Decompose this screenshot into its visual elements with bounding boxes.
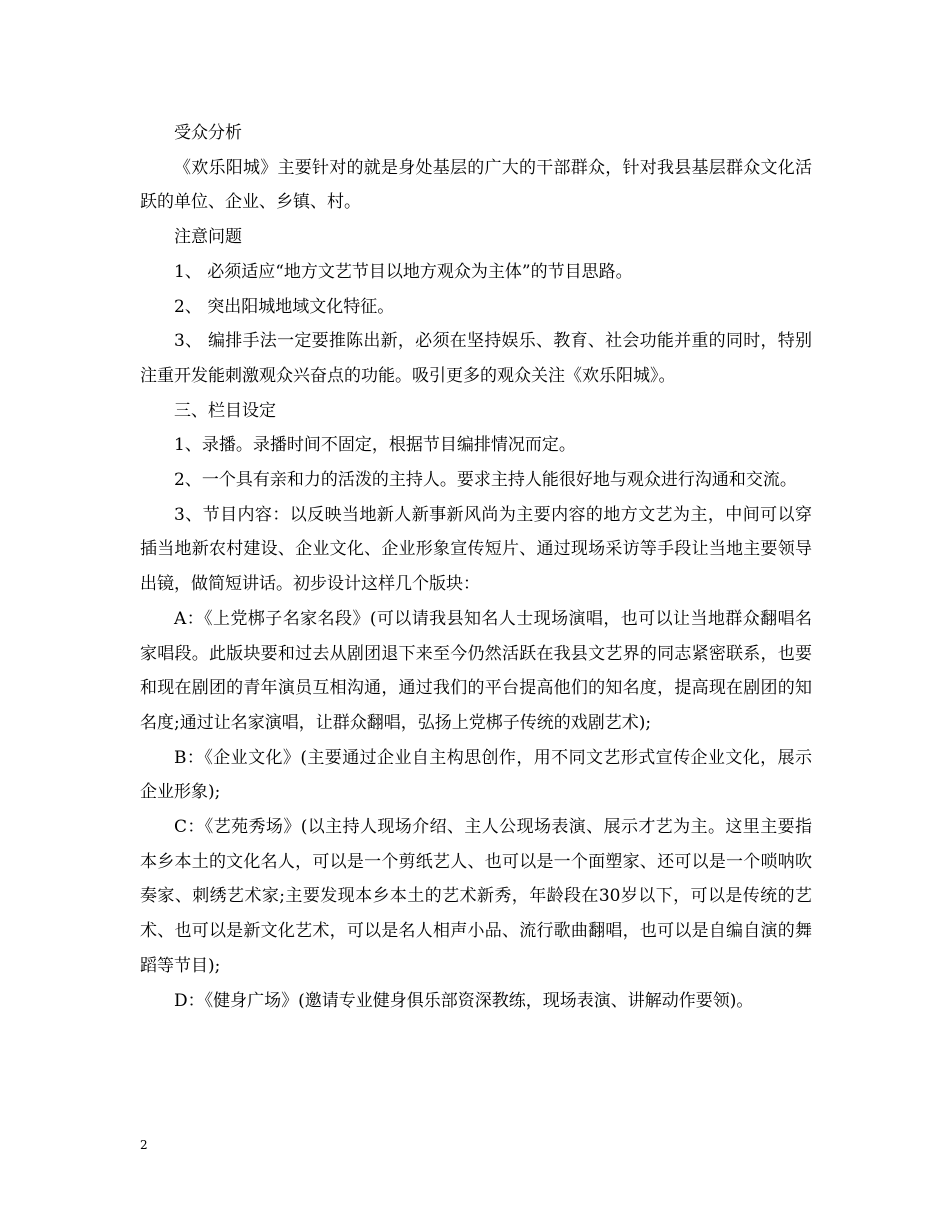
segment-c: C：《艺苑秀场》(以主持人现场介绍、主人公现场表演、展示才艺为主。这里主要指本乡本土的文化名人，可以是一个剪纸艺人、也可以是一个面塑家、还可以是一个唢呐吹奏家、刺绣艺术家;主要发现本乡本土的艺术新秀，年龄段在30岁以下，可以是传统的艺术、也可以是新文化艺术，可以是名人相声小品、流行歌曲翻唱，也可以是自编自演的舞蹈等节目);	[140, 817, 812, 976]
note-item-1: 1、 必须适应“地方文艺节目以地方观众为主体”的节目思路。	[174, 261, 633, 282]
document-body	[140, 116, 812, 1018]
section-heading-column-setup: 三、栏目设定	[174, 400, 276, 421]
paragraph-target-audience: 《欢乐阳城》主要针对的就是身处基层的广大的干部群众，针对我县基层群众文化活跃的单位、企业、乡镇、村。	[140, 157, 812, 213]
note-item-3: 3、 编排手法一定要推陈出新，必须在坚持娱乐、教育、社会功能并重的同时，特别注重开发能刺激观众兴奋点的功能。吸引更多的观众关注《欢乐阳城》。	[140, 331, 812, 386]
setup-item-2: 2、一个具有亲和力的活泼的主持人。要求主持人能很好地与观众进行沟通和交流。	[174, 470, 797, 491]
section-heading-audience-analysis: 受众分析	[174, 123, 242, 143]
page-number: 2	[140, 1138, 148, 1152]
setup-item-3: 3、节目内容：以反映当地新人新事新风尚为主要内容的地方文艺为主，中间可以穿插当地新农村建设、企业文化、企业形象宣传短片、通过现场采访等手段让当地主要领导出镜，做简短讲话。初步设计这样几个版块：	[140, 504, 812, 595]
segment-a: A：《上党梆子名家名段》(可以请我县知名人士现场演唱，也可以让当地群众翻唱名家唱段。此版块要和过去从剧团退下来至今仍然活跃在我县文艺界的同志紧密联系，也要和现在剧团的青年演员互相沟通，通过我们的平台提高他们的知名度，提高现在剧团的知名度;通过让名家演唱，让群众翻唱，弘扬上党梆子传统的戏剧艺术);	[140, 608, 812, 733]
segment-b: B：《企业文化》(主要通过企业自主构思创作，用不同文艺形式宣传企业文化，展示企业形象);	[140, 747, 812, 803]
section-heading-notes: 注意问题	[174, 227, 242, 248]
note-item-2: 2、 突出阳城地域文化特征。	[174, 296, 395, 317]
segment-d: D：《健身广场》(邀请专业健身俱乐部资深教练，现场表演、讲解动作要领)。	[174, 990, 754, 1011]
setup-item-1: 1、录播。录播时间不固定，根据节目编排情况而定。	[174, 435, 576, 456]
